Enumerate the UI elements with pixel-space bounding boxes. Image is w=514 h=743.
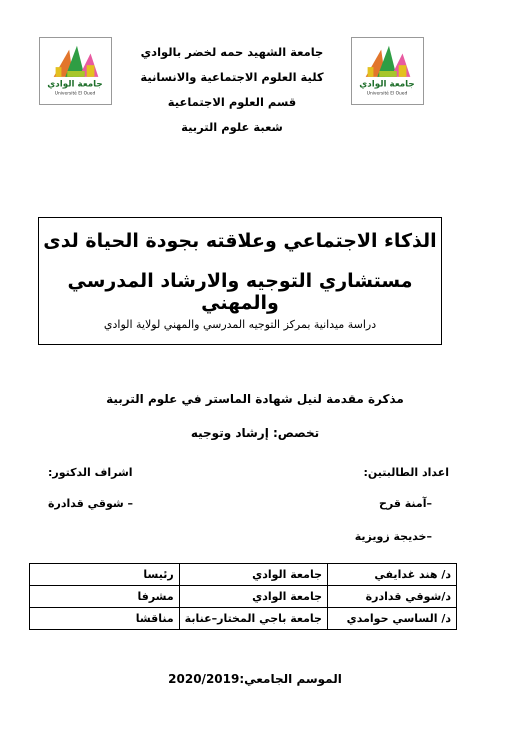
university-name: جامعة الشهيد حمه لخضر بالوادي [140, 45, 324, 59]
memo-statement: مذكرة مقدمة لنيل شهادة الماستر في علوم التربية [106, 392, 404, 406]
faculty-name: كلية العلوم الاجتماعية والانسانية [140, 70, 324, 84]
institution-header [120, 40, 344, 140]
branch-name: شعبة علوم التربية [181, 120, 283, 134]
member-role: رئيسا [30, 564, 180, 586]
svg-text:Université El Oued: Université El Oued [366, 91, 408, 97]
member-university: جامعة باجي المختار–عنابة [179, 608, 327, 630]
member-university: جامعة الوادي [179, 564, 327, 586]
thesis-title-box [38, 217, 442, 345]
member-name: د/شوقي قدادرة [328, 586, 457, 608]
university-logo-right [351, 37, 424, 105]
committee-table [29, 563, 457, 630]
supervisor-label: اشراف الدكتور: [48, 466, 133, 479]
table-row [30, 608, 457, 630]
svg-text:جامعة الوادي: جامعة الوادي [359, 79, 415, 90]
member-role: مشرفا [30, 586, 180, 608]
supervisor-name: – شوقي قدادرة [48, 497, 134, 510]
member-university: جامعة الوادي [179, 586, 327, 608]
university-logo-icon [352, 38, 423, 104]
thesis-subtitle: دراسة ميدانية بمركز التوجيه المدرسي والمهني لولاية الوادي [103, 318, 377, 331]
academic-season: الموسم الجامعي:2020/2019 [168, 672, 342, 686]
member-name: د/ هند غدايفي [328, 564, 457, 586]
svg-text:جامعة الوادي: جامعة الوادي [47, 79, 103, 90]
table-row [30, 564, 457, 586]
department-name: قسم العلوم الاجتماعية [167, 95, 297, 109]
thesis-title-line-2: مستشاري التوجيه والارشاد المدرسي والمهني [67, 270, 413, 314]
member-role: مناقشا [30, 608, 180, 630]
specialty: تخصص: إرشاد وتوجيه [190, 426, 320, 440]
university-logo-left [39, 37, 112, 105]
university-logo-icon [40, 38, 111, 104]
member-name: د/ الساسي حوامدي [328, 608, 457, 630]
student-name-2: –خديجة زويزية [354, 530, 432, 543]
svg-text:Université El Oued: Université El Oued [54, 91, 96, 97]
student-name-1: –آمنة قرح [378, 497, 432, 510]
thesis-title-line-1: الذكاء الاجتماعي وعلاقته بجودة الحياة لدى [43, 230, 437, 252]
students-label: اعداد الطالبتين: [363, 466, 449, 479]
table-row [30, 586, 457, 608]
